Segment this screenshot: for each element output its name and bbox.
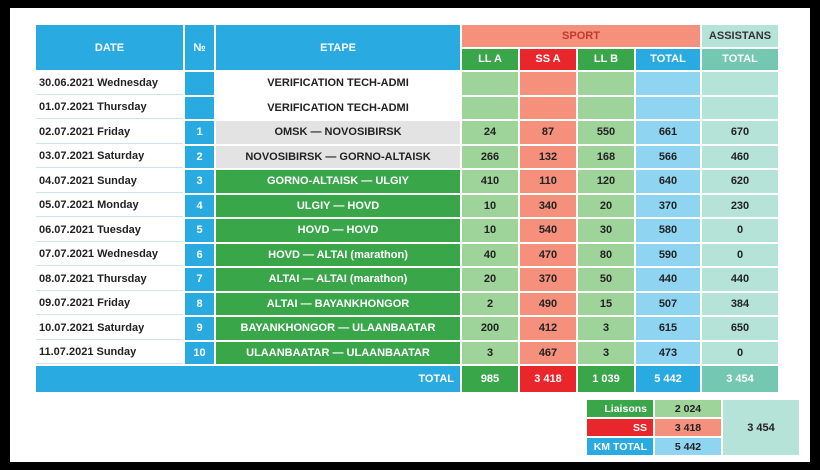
row-etape: GORNO-ALTAISK — ULGIY [216,170,460,193]
row-etape: BAYANKHONGOR — ULAANBAATAR [216,317,460,340]
row-date: 06.07.2021 Tuesday [36,219,183,242]
row-ss-a: 470 [520,244,576,267]
table-row [36,121,778,144]
row-number: 9 [185,317,214,340]
table-row [36,268,778,291]
row-ll-b: 30 [578,219,634,242]
row-number: 7 [185,268,214,291]
total-sport: 5 442 [636,366,700,392]
row-ss-a: 490 [520,293,576,316]
row-date: 09.07.2021 Friday [36,293,183,316]
row-sport-total: 440 [636,268,700,291]
row-date: 03.07.2021 Saturday [36,146,183,169]
header-ll-b: LL B [578,49,634,71]
row-ss-a: 87 [520,121,576,144]
summary-km-label: KM TOTAL [587,438,653,455]
row-ll-a [462,72,518,95]
row-date: 01.07.2021 Thursday [36,97,183,120]
header-date: DATE [36,25,183,70]
row-assistans: 0 [702,244,778,267]
summary-assistans-value: 3 454 [723,400,799,455]
table-row [36,97,778,120]
row-ll-a: 20 [462,268,518,291]
row-sport-total: 473 [636,342,700,365]
row-ll-a: 2 [462,293,518,316]
row-ss-a: 110 [520,170,576,193]
row-ll-b: 120 [578,170,634,193]
row-number: 8 [185,293,214,316]
row-date: 10.07.2021 Saturday [36,317,183,340]
table-row [36,72,778,95]
row-assistans: 460 [702,146,778,169]
total-ss-a: 3 418 [520,366,576,392]
row-ll-b: 80 [578,244,634,267]
row-assistans: 670 [702,121,778,144]
row-assistans: 0 [702,342,778,365]
row-ll-b: 3 [578,317,634,340]
row-ss-a: 412 [520,317,576,340]
row-assistans [702,97,778,120]
table-row [36,146,778,169]
summary-table [585,398,801,457]
row-sport-total: 661 [636,121,700,144]
row-etape: NOVOSIBIRSK — GORNO-ALTAISK [216,146,460,169]
row-assistans: 650 [702,317,778,340]
table-row [36,244,778,267]
row-number: 2 [185,146,214,169]
header-number: № [185,25,214,70]
row-ll-b: 15 [578,293,634,316]
row-etape: OMSK — NOVOSIBIRSK [216,121,460,144]
row-ll-a [462,97,518,120]
row-date: 04.07.2021 Sunday [36,170,183,193]
row-ll-a: 410 [462,170,518,193]
row-number: 3 [185,170,214,193]
table-row [36,317,778,340]
header-etape: ETAPE [216,25,460,70]
summary-liaisons-label: Liaisons [587,400,653,417]
row-etape: HOVD — HOVD [216,219,460,242]
row-etape: ALTAI — ALTAI (marathon) [216,268,460,291]
row-date: 02.07.2021 Friday [36,121,183,144]
header-sport: SPORT [462,25,700,47]
row-assistans: 620 [702,170,778,193]
row-number: 6 [185,244,214,267]
row-etape: ULAANBAATAR — ULAANBAATAR [216,342,460,365]
row-ss-a: 540 [520,219,576,242]
total-ll-b: 1 039 [578,366,634,392]
row-ss-a: 370 [520,268,576,291]
row-number: 1 [185,121,214,144]
row-ll-a: 10 [462,195,518,218]
row-assistans [702,72,778,95]
row-ss-a: 340 [520,195,576,218]
summary-ss-value: 3 418 [655,419,721,436]
row-ll-b: 50 [578,268,634,291]
summary-ss-label: SS [587,419,653,436]
row-ll-b: 550 [578,121,634,144]
row-sport-total: 580 [636,219,700,242]
row-ll-b: 20 [578,195,634,218]
row-date: 11.07.2021 Sunday [36,342,183,365]
row-sport-total: 590 [636,244,700,267]
row-number: 4 [185,195,214,218]
row-sport-total: 566 [636,146,700,169]
row-ll-b [578,72,634,95]
row-sport-total: 615 [636,317,700,340]
row-ll-b: 3 [578,342,634,365]
row-ll-a: 24 [462,121,518,144]
header-ss-a: SS A [520,49,576,71]
row-assistans: 230 [702,195,778,218]
row-assistans: 440 [702,268,778,291]
row-sport-total: 507 [636,293,700,316]
table-row [36,219,778,242]
header-row-top [36,25,778,47]
row-number: 5 [185,219,214,242]
row-assistans: 384 [702,293,778,316]
row-etape: ALTAI — BAYANKHONGOR [216,293,460,316]
row-ss-a: 467 [520,342,576,365]
row-etape: VERIFICATION TECH-ADMI [216,97,460,120]
row-sport-total [636,97,700,120]
row-etape: ULGIY — HOVD [216,195,460,218]
row-ss-a [520,72,576,95]
row-assistans: 0 [702,219,778,242]
row-number [185,97,214,120]
row-number: 10 [185,342,214,365]
summary-liaisons-value: 2 024 [655,400,721,417]
row-ss-a: 132 [520,146,576,169]
header-ll-a: LL A [462,49,518,71]
row-ll-a: 40 [462,244,518,267]
row-sport-total: 640 [636,170,700,193]
row-etape: VERIFICATION TECH-ADMI [216,72,460,95]
table-row [36,170,778,193]
row-date: 07.07.2021 Wednesday [36,244,183,267]
total-ll-a: 985 [462,366,518,392]
row-ll-a: 3 [462,342,518,365]
row-ss-a [520,97,576,120]
row-ll-a: 266 [462,146,518,169]
row-etape: HOVD — ALTAI (marathon) [216,244,460,267]
row-ll-b [578,97,634,120]
totals-row [36,366,778,392]
row-ll-b: 168 [578,146,634,169]
totals-label: TOTAL [36,366,460,392]
row-sport-total [636,72,700,95]
row-number [185,72,214,95]
row-date: 08.07.2021 Thursday [36,268,183,291]
total-assistans: 3 454 [702,366,778,392]
table-row [36,342,778,365]
row-date: 30.06.2021 Wednesday [36,72,183,95]
table-row [36,293,778,316]
row-date: 05.07.2021 Monday [36,195,183,218]
row-ll-a: 10 [462,219,518,242]
summary-km-value: 5 442 [655,438,721,455]
header-assistans: ASSISTANS [702,25,778,47]
document-page [10,8,810,462]
header-sport-total: TOTAL [636,49,700,71]
header-assist-total: TOTAL [702,49,778,71]
row-ll-a: 200 [462,317,518,340]
summary-liaisons-row [587,400,799,417]
row-sport-total: 370 [636,195,700,218]
table-row [36,195,778,218]
rally-schedule-table [34,23,780,394]
